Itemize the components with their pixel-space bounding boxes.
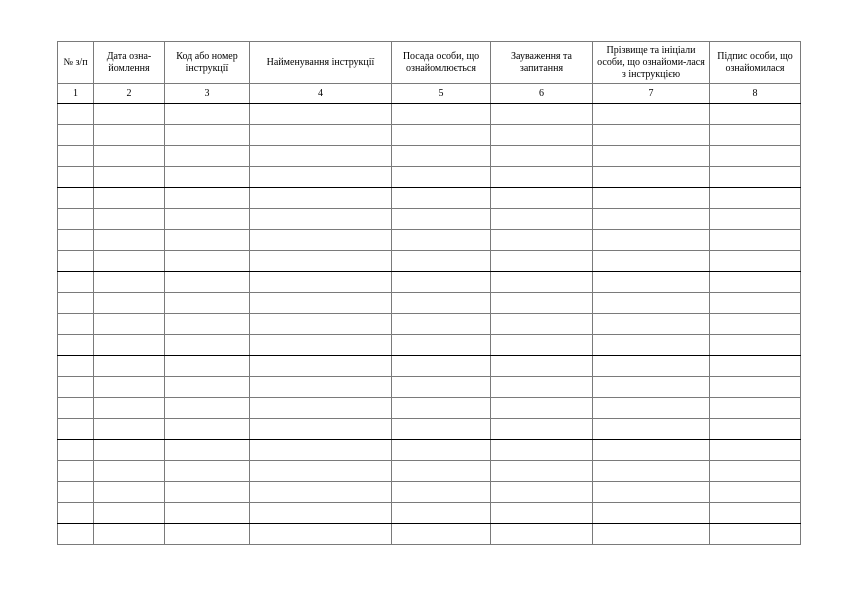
table-cell[interactable] bbox=[250, 125, 392, 146]
table-cell[interactable] bbox=[593, 272, 710, 293]
table-cell[interactable] bbox=[94, 293, 165, 314]
table-cell[interactable] bbox=[491, 230, 593, 251]
table-cell[interactable] bbox=[58, 419, 94, 440]
header-cell-instruction-name: Найменування інструкції bbox=[250, 42, 392, 84]
table-cell[interactable] bbox=[250, 314, 392, 335]
table-cell[interactable] bbox=[491, 188, 593, 209]
table-cell[interactable] bbox=[94, 230, 165, 251]
table-cell[interactable] bbox=[593, 209, 710, 230]
table-cell[interactable] bbox=[392, 419, 491, 440]
table-cell[interactable] bbox=[491, 503, 593, 524]
table-cell[interactable] bbox=[94, 146, 165, 167]
table-cell[interactable] bbox=[710, 209, 801, 230]
table-row bbox=[58, 419, 801, 440]
table-cell[interactable] bbox=[593, 104, 710, 125]
table-cell[interactable] bbox=[94, 335, 165, 356]
table-cell[interactable] bbox=[491, 167, 593, 188]
table-cell[interactable] bbox=[710, 503, 801, 524]
table-cell[interactable] bbox=[392, 524, 491, 545]
table-cell[interactable] bbox=[392, 440, 491, 461]
table-cell[interactable] bbox=[392, 104, 491, 125]
table-cell[interactable] bbox=[392, 398, 491, 419]
table-cell[interactable] bbox=[593, 440, 710, 461]
table-cell[interactable] bbox=[94, 209, 165, 230]
table-cell[interactable] bbox=[710, 230, 801, 251]
table-cell[interactable] bbox=[710, 314, 801, 335]
table-cell[interactable] bbox=[165, 251, 250, 272]
table-cell[interactable] bbox=[165, 293, 250, 314]
table-cell[interactable] bbox=[491, 125, 593, 146]
table-cell[interactable] bbox=[165, 125, 250, 146]
table-cell[interactable] bbox=[165, 272, 250, 293]
table-cell[interactable] bbox=[593, 251, 710, 272]
table-cell[interactable] bbox=[710, 461, 801, 482]
table-row bbox=[58, 125, 801, 146]
column-number-cell: 4 bbox=[250, 84, 392, 104]
table-row bbox=[58, 104, 801, 125]
table-cell[interactable] bbox=[58, 125, 94, 146]
table-row bbox=[58, 440, 801, 461]
table-cell[interactable] bbox=[165, 146, 250, 167]
table-cell[interactable] bbox=[58, 167, 94, 188]
table-cell[interactable] bbox=[710, 188, 801, 209]
table-cell[interactable] bbox=[94, 377, 165, 398]
table-cell[interactable] bbox=[58, 398, 94, 419]
table-cell[interactable] bbox=[491, 104, 593, 125]
table-cell[interactable] bbox=[250, 398, 392, 419]
table-cell[interactable] bbox=[250, 503, 392, 524]
header-cell-full-name: Прізвище та ініціали особи, що ознайоми-лася з інструкцією bbox=[593, 42, 710, 84]
table-cell[interactable] bbox=[710, 440, 801, 461]
column-number-cell: 8 bbox=[710, 84, 801, 104]
table-cell[interactable] bbox=[710, 251, 801, 272]
header-cell-position: Посада особи, що ознайомлюється bbox=[392, 42, 491, 84]
table-cell[interactable] bbox=[94, 272, 165, 293]
table-cell[interactable] bbox=[58, 461, 94, 482]
table-cell[interactable] bbox=[593, 335, 710, 356]
table-cell[interactable] bbox=[710, 377, 801, 398]
table-cell[interactable] bbox=[593, 377, 710, 398]
table-cell[interactable] bbox=[94, 188, 165, 209]
table-cell[interactable] bbox=[491, 482, 593, 503]
table-cell[interactable] bbox=[165, 209, 250, 230]
table-cell[interactable] bbox=[593, 419, 710, 440]
table-row bbox=[58, 524, 801, 545]
table-row bbox=[58, 377, 801, 398]
table-cell[interactable] bbox=[250, 209, 392, 230]
table-cell[interactable] bbox=[94, 314, 165, 335]
table-cell[interactable] bbox=[165, 356, 250, 377]
table-row bbox=[58, 482, 801, 503]
table-cell[interactable] bbox=[58, 146, 94, 167]
table-row bbox=[58, 251, 801, 272]
table-cell[interactable] bbox=[250, 188, 392, 209]
table-cell[interactable] bbox=[94, 524, 165, 545]
table-cell[interactable] bbox=[94, 356, 165, 377]
column-number-cell: 3 bbox=[165, 84, 250, 104]
table-cell[interactable] bbox=[710, 335, 801, 356]
table-cell[interactable] bbox=[58, 377, 94, 398]
table-cell[interactable] bbox=[392, 335, 491, 356]
table-cell[interactable] bbox=[58, 104, 94, 125]
table-cell[interactable] bbox=[392, 272, 491, 293]
table-cell[interactable] bbox=[94, 251, 165, 272]
table-cell[interactable] bbox=[491, 377, 593, 398]
table-cell[interactable] bbox=[165, 503, 250, 524]
table-cell[interactable] bbox=[250, 377, 392, 398]
column-number-cell: 2 bbox=[94, 84, 165, 104]
table-cell[interactable] bbox=[593, 167, 710, 188]
table-cell[interactable] bbox=[94, 398, 165, 419]
table-cell[interactable] bbox=[392, 377, 491, 398]
table-cell[interactable] bbox=[392, 167, 491, 188]
table-cell[interactable] bbox=[94, 125, 165, 146]
table-cell[interactable] bbox=[58, 230, 94, 251]
table-cell[interactable] bbox=[491, 398, 593, 419]
table-cell[interactable] bbox=[392, 503, 491, 524]
table-cell[interactable] bbox=[58, 503, 94, 524]
table-cell[interactable] bbox=[165, 419, 250, 440]
table-cell[interactable] bbox=[593, 230, 710, 251]
table-row bbox=[58, 209, 801, 230]
table-cell[interactable] bbox=[58, 314, 94, 335]
table-cell[interactable] bbox=[392, 482, 491, 503]
table-cell[interactable] bbox=[250, 419, 392, 440]
header-cell-date: Дата озна-йомлення bbox=[94, 42, 165, 84]
table-row bbox=[58, 461, 801, 482]
table-cell[interactable] bbox=[392, 209, 491, 230]
table-cell[interactable] bbox=[94, 440, 165, 461]
table-cell[interactable] bbox=[250, 251, 392, 272]
table-cell[interactable] bbox=[392, 314, 491, 335]
table-cell[interactable] bbox=[491, 356, 593, 377]
table-cell[interactable] bbox=[392, 230, 491, 251]
table-cell[interactable] bbox=[250, 440, 392, 461]
table-cell[interactable] bbox=[491, 209, 593, 230]
table-cell[interactable] bbox=[58, 356, 94, 377]
table-cell[interactable] bbox=[165, 230, 250, 251]
table-cell[interactable] bbox=[710, 293, 801, 314]
table-cell[interactable] bbox=[250, 146, 392, 167]
table-cell[interactable] bbox=[58, 188, 94, 209]
column-number-cell: 6 bbox=[491, 84, 593, 104]
table-cell[interactable] bbox=[593, 125, 710, 146]
table-cell[interactable] bbox=[593, 356, 710, 377]
table-row bbox=[58, 293, 801, 314]
table-row bbox=[58, 146, 801, 167]
table-cell[interactable] bbox=[710, 419, 801, 440]
table-row bbox=[58, 335, 801, 356]
table-cell[interactable] bbox=[491, 314, 593, 335]
table-cell[interactable] bbox=[250, 461, 392, 482]
table-cell[interactable] bbox=[710, 482, 801, 503]
table-cell[interactable] bbox=[593, 461, 710, 482]
table-cell[interactable] bbox=[58, 209, 94, 230]
table-row bbox=[58, 503, 801, 524]
table-cell[interactable] bbox=[491, 440, 593, 461]
table-cell[interactable] bbox=[94, 461, 165, 482]
table-cell[interactable] bbox=[58, 524, 94, 545]
table-cell[interactable] bbox=[392, 125, 491, 146]
table-cell[interactable] bbox=[491, 146, 593, 167]
table-cell[interactable] bbox=[250, 356, 392, 377]
table-cell[interactable] bbox=[165, 440, 250, 461]
table-cell[interactable] bbox=[710, 272, 801, 293]
table-cell[interactable] bbox=[392, 293, 491, 314]
header-cell-number: № з/п bbox=[58, 42, 94, 84]
table-cell[interactable] bbox=[165, 524, 250, 545]
table-cell[interactable] bbox=[593, 293, 710, 314]
table-cell[interactable] bbox=[165, 188, 250, 209]
table-cell[interactable] bbox=[593, 503, 710, 524]
table-cell[interactable] bbox=[58, 251, 94, 272]
table-cell[interactable] bbox=[94, 104, 165, 125]
table-cell[interactable] bbox=[392, 251, 491, 272]
table-cell[interactable] bbox=[710, 104, 801, 125]
table-cell[interactable] bbox=[94, 419, 165, 440]
journal-sheet bbox=[57, 41, 801, 545]
header-cell-signature: Підпис особи, що ознайомилася bbox=[710, 42, 801, 84]
column-number-cell: 7 bbox=[593, 84, 710, 104]
table-cell[interactable] bbox=[491, 335, 593, 356]
header-cell-instruction-code: Код або номер інструкції bbox=[165, 42, 250, 84]
column-number-cell: 1 bbox=[58, 84, 94, 104]
table-cell[interactable] bbox=[250, 482, 392, 503]
table-cell[interactable] bbox=[491, 461, 593, 482]
table-row bbox=[58, 398, 801, 419]
table-cell[interactable] bbox=[593, 146, 710, 167]
table-cell[interactable] bbox=[593, 524, 710, 545]
table-cell[interactable] bbox=[491, 251, 593, 272]
table-row bbox=[58, 356, 801, 377]
table-cell[interactable] bbox=[250, 167, 392, 188]
instruction-familiarization-table bbox=[57, 41, 801, 545]
column-number-cell: 5 bbox=[392, 84, 491, 104]
table-cell[interactable] bbox=[250, 272, 392, 293]
table-cell[interactable] bbox=[710, 125, 801, 146]
table-cell[interactable] bbox=[58, 440, 94, 461]
table-cell[interactable] bbox=[165, 461, 250, 482]
table-cell[interactable] bbox=[165, 167, 250, 188]
header-cell-remarks: Зауваження та запитання bbox=[491, 42, 593, 84]
table-cell[interactable] bbox=[710, 398, 801, 419]
table-cell[interactable] bbox=[58, 293, 94, 314]
table-cell[interactable] bbox=[593, 398, 710, 419]
table-cell[interactable] bbox=[250, 230, 392, 251]
table-cell[interactable] bbox=[165, 377, 250, 398]
table-cell[interactable] bbox=[491, 293, 593, 314]
table-row bbox=[58, 188, 801, 209]
table-cell[interactable] bbox=[491, 419, 593, 440]
table-cell[interactable] bbox=[392, 188, 491, 209]
table-cell[interactable] bbox=[392, 356, 491, 377]
table-cell[interactable] bbox=[58, 335, 94, 356]
table-row bbox=[58, 230, 801, 251]
table-cell[interactable] bbox=[392, 146, 491, 167]
table-cell[interactable] bbox=[94, 167, 165, 188]
table-cell[interactable] bbox=[710, 356, 801, 377]
table-cell[interactable] bbox=[165, 398, 250, 419]
table-cell[interactable] bbox=[165, 482, 250, 503]
table-cell[interactable] bbox=[165, 104, 250, 125]
table-cell[interactable] bbox=[250, 104, 392, 125]
header-row bbox=[58, 42, 801, 84]
table-row bbox=[58, 314, 801, 335]
table-cell[interactable] bbox=[491, 272, 593, 293]
table-cell[interactable] bbox=[491, 524, 593, 545]
table-cell[interactable] bbox=[58, 482, 94, 503]
table-cell[interactable] bbox=[94, 482, 165, 503]
table-cell[interactable] bbox=[593, 188, 710, 209]
table-cell[interactable] bbox=[392, 461, 491, 482]
column-number-row bbox=[58, 84, 801, 104]
table-cell[interactable] bbox=[250, 293, 392, 314]
table-cell[interactable] bbox=[250, 335, 392, 356]
table-cell[interactable] bbox=[710, 524, 801, 545]
table-cell[interactable] bbox=[165, 335, 250, 356]
table-cell[interactable] bbox=[58, 272, 94, 293]
table-cell[interactable] bbox=[593, 482, 710, 503]
table-cell[interactable] bbox=[94, 503, 165, 524]
table-cell[interactable] bbox=[165, 314, 250, 335]
table-cell[interactable] bbox=[710, 146, 801, 167]
table-row bbox=[58, 167, 801, 188]
table-cell[interactable] bbox=[250, 524, 392, 545]
table-cell[interactable] bbox=[593, 314, 710, 335]
table-cell[interactable] bbox=[710, 167, 801, 188]
table-row bbox=[58, 272, 801, 293]
